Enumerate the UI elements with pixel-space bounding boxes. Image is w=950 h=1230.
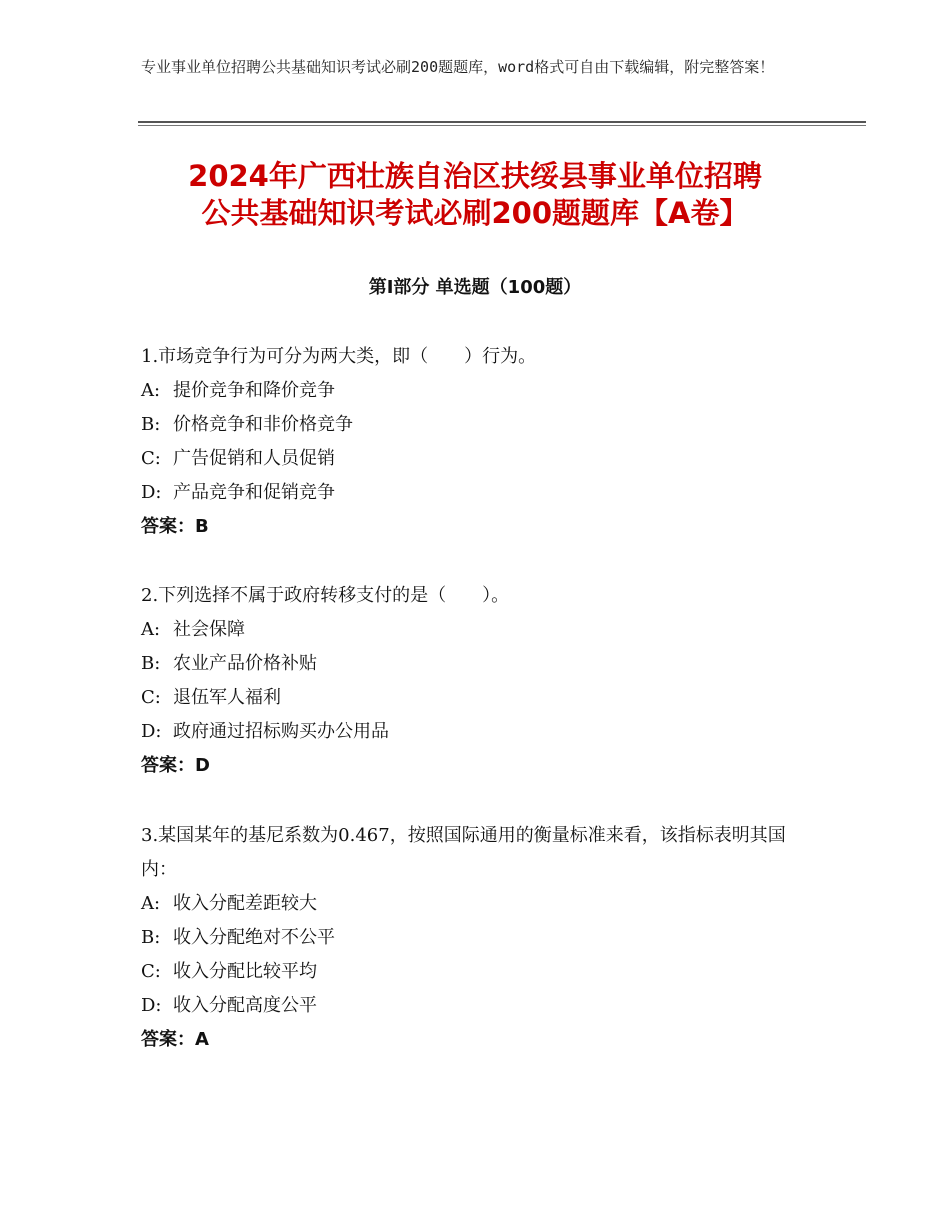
- question-option-a: [141, 887, 821, 921]
- option-letter: A:: [141, 893, 161, 914]
- question-option-c: [141, 955, 821, 989]
- option-letter: C:: [141, 448, 161, 469]
- question-3: [141, 819, 821, 1057]
- question-option-b: [141, 408, 821, 442]
- option-text: 收入分配比较平均: [173, 961, 317, 982]
- question-2: [141, 579, 821, 783]
- question-option-b: [141, 647, 821, 681]
- document-title: [100, 158, 850, 232]
- option-letter: B:: [141, 927, 161, 948]
- option-letter: D:: [141, 995, 162, 1016]
- question-stem: 1.市场竞争行为可分为两大类，即（ ）行为。: [141, 346, 537, 367]
- header-rule-thick: [138, 121, 866, 123]
- question-1: [141, 340, 821, 544]
- option-letter: B:: [141, 414, 161, 435]
- header-note: 专业事业单位招聘公共基础知识考试必刷200题题库，word格式可自由下载编辑，附完整答案！: [141, 58, 775, 76]
- option-text: 广告促销和人员促销: [173, 448, 335, 469]
- question-option-d: [141, 715, 821, 749]
- question-option-a: [141, 613, 821, 647]
- question-answer: 答案：B: [141, 516, 209, 537]
- option-text: 收入分配绝对不公平: [173, 927, 335, 948]
- question-option-c: [141, 681, 821, 715]
- option-text: 退伍军人福利: [173, 687, 281, 708]
- option-text: 收入分配差距较大: [173, 893, 317, 914]
- option-text: 提价竞争和降价竞争: [173, 380, 335, 401]
- option-letter: A:: [141, 619, 161, 640]
- document-title-line-2: 公共基础知识考试必刷200题题库【A卷】: [201, 196, 749, 230]
- question-option-c: [141, 442, 821, 476]
- option-letter: B:: [141, 653, 161, 674]
- option-text: 产品竞争和促销竞争: [173, 482, 335, 503]
- question-stem: 2.下列选择不属于政府转移支付的是（ ）。: [141, 585, 510, 606]
- option-text: 收入分配高度公平: [173, 995, 317, 1016]
- question-answer: 答案：D: [141, 755, 210, 776]
- option-text: 政府通过招标购买办公用品: [173, 721, 389, 742]
- question-answer: 答案：A: [141, 1029, 209, 1050]
- section-heading: 第Ⅰ部分 单选题（100题）: [368, 277, 582, 298]
- question-option-d: [141, 476, 821, 510]
- header-rule-thin: [138, 125, 866, 126]
- option-text: 社会保障: [173, 619, 245, 640]
- question-option-b: [141, 921, 821, 955]
- option-letter: D:: [141, 482, 162, 503]
- document-title-line-1: 2024年广西壮族自治区扶绥县事业单位招聘: [188, 159, 762, 193]
- option-letter: D:: [141, 721, 162, 742]
- question-option-d: [141, 989, 821, 1023]
- option-letter: C:: [141, 687, 161, 708]
- question-option-a: [141, 374, 821, 408]
- option-letter: A:: [141, 380, 161, 401]
- option-text: 农业产品价格补贴: [173, 653, 317, 674]
- option-letter: C:: [141, 961, 161, 982]
- question-stem: 3.某国某年的基尼系数为0.467，按照国际通用的衡量标准来看，该指标表明其国内：: [141, 825, 786, 880]
- option-text: 价格竞争和非价格竞争: [173, 414, 353, 435]
